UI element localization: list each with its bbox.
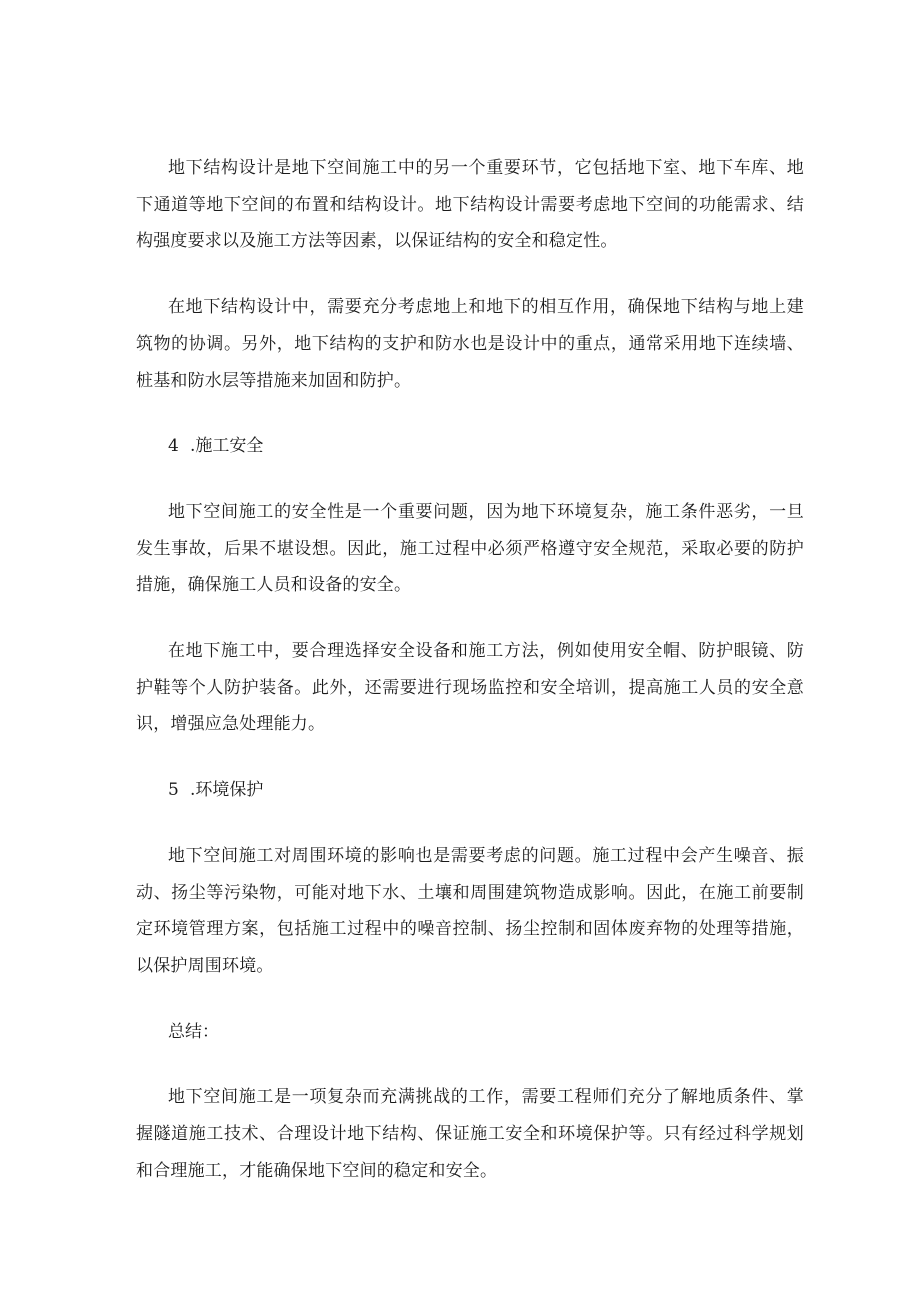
section-heading-safety	[136, 428, 804, 465]
document-page	[136, 150, 804, 1218]
paragraph-structure-interaction: 在地下结构设计中，需要充分考虑地上和地下的相互作用，确保地下结构与地上建筑物的协调。另外，地下结构的支护和防水也是设计中的重点，通常采用地下连续墙、桩基和防水层等措施来加固和防护。	[136, 297, 804, 391]
paragraph-environment: 地下空间施工对周围环境的影响也是需要考虑的问题。施工过程中会产生噪音、振动、扬尘等污染物，可能对地下水、土壤和周围建筑物造成影响。因此，在施工前要制定环境管理方案，包括施工过程中的噪音控制、扬尘控制和固体废弃物的处理等措施，以保护周围环境。	[136, 845, 804, 976]
section-number: 4	[168, 436, 179, 457]
paragraph-structure-design: 地下结构设计是地下空间施工中的另一个重要环节，它包括地下室、地下车库、地下通道等地下空间的布置和结构设计。地下结构设计需要考虑地下空间的功能需求、结构强度要求以及施工方法等因素，以保证结构的安全和稳定性。	[136, 158, 804, 252]
paragraph-safety-equipment: 在地下施工中，要合理选择安全设备和施工方法，例如使用安全帽、防护眼镜、防护鞋等个人防护装备。此外，还需要进行现场监控和安全培训，提高施工人员的安全意识，增强应急处理能力。	[136, 641, 804, 735]
section-number: 5	[168, 780, 179, 801]
summary-label: 总结：	[168, 1021, 219, 1042]
paragraph-safety-importance: 地下空间施工的安全性是一个重要问题，因为地下环境复杂，施工条件恶劣，一旦发生事故，后果不堪设想。因此，施工过程中必须严格遵守安全规范，采取必要的防护措施，确保施工人员和设备的安全。	[136, 501, 804, 596]
paragraph-summary: 地下空间施工是一项复杂而充满挑战的工作，需要工程师们充分了解地质条件、掌握隧道施工技术、合理设计地下结构、保证施工安全和环境保护等。只有经过科学规划和合理施工，才能确保地下空间的稳定和安全。	[136, 1087, 804, 1181]
section-heading-environment	[136, 772, 804, 809]
section-title: .施工安全	[190, 436, 264, 457]
section-title: .环境保护	[190, 780, 264, 801]
